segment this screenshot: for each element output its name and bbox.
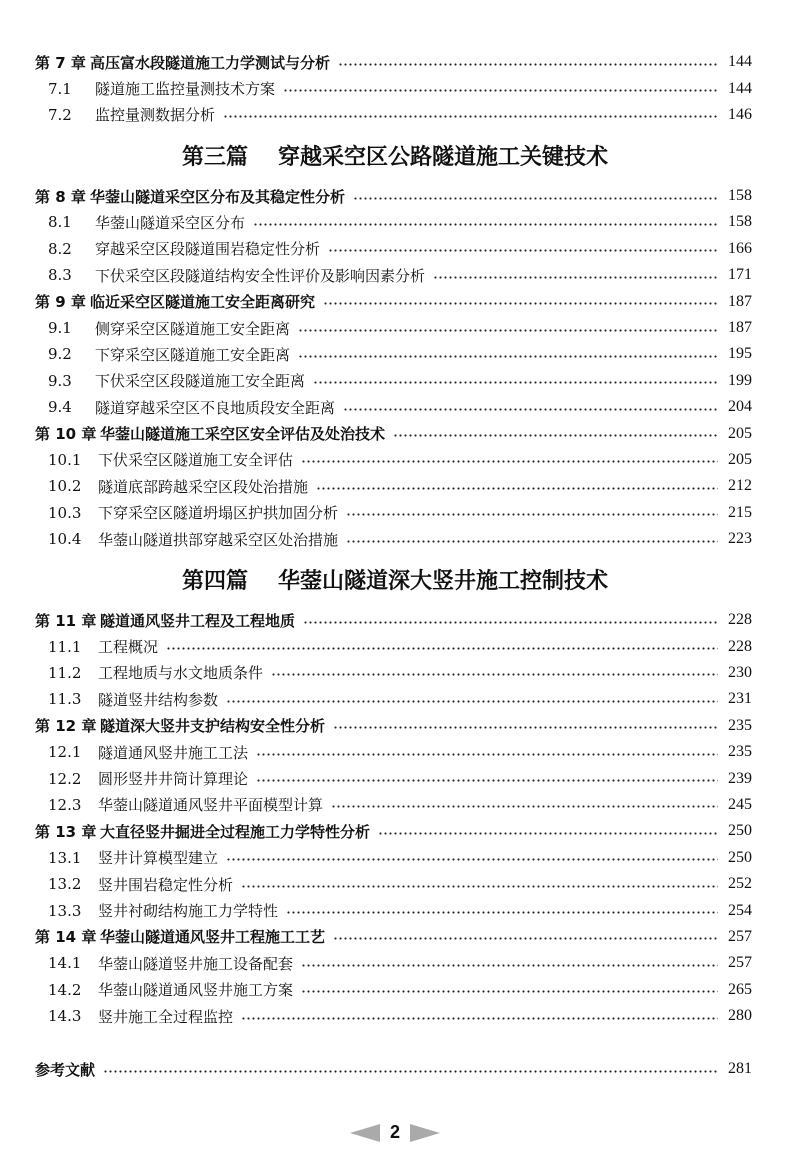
- entry-page: 204: [728, 398, 752, 416]
- dot-leader: [333, 937, 718, 940]
- entry-page: 187: [728, 292, 752, 310]
- dot-leader: [298, 329, 718, 332]
- entry-number: 14.2: [48, 980, 82, 999]
- toc-section-entry[interactable]: [0, 473, 790, 499]
- toc-chapter-entry[interactable]: [0, 818, 790, 844]
- entry-page: 235: [728, 716, 752, 734]
- entry-page: 235: [728, 743, 752, 761]
- entry-title: 下伏采空区段隧道施工安全距离: [95, 372, 306, 391]
- entry-page: 239: [728, 769, 752, 787]
- dot-leader: [283, 89, 718, 92]
- dot-leader: [226, 858, 718, 861]
- dot-leader: [301, 460, 718, 463]
- entry-title: 隧道穿越采空区不良地质段安全距离: [95, 398, 336, 417]
- entry-page: 257: [728, 954, 752, 972]
- entry-number: 10.4: [48, 530, 82, 549]
- toc-section-entry[interactable]: [0, 792, 790, 818]
- toc-section-entry[interactable]: [0, 262, 790, 288]
- toc-chapter-entry[interactable]: [0, 713, 790, 739]
- entry-page: 158: [728, 213, 752, 231]
- entry-page: 250: [728, 822, 752, 840]
- dot-leader: [223, 115, 718, 118]
- dot-leader: [303, 621, 718, 624]
- entry-title: 侧穿采空区隧道施工安全距离: [95, 319, 291, 338]
- entry-title: 华蓥山隧道施工采空区安全评估及处治技术: [100, 425, 386, 444]
- entry-number: 第 11 章: [35, 611, 97, 630]
- entry-page: 199: [728, 371, 752, 389]
- entry-page: 280: [728, 1007, 752, 1025]
- entry-number: 第 9 章: [35, 293, 86, 312]
- dot-leader: [333, 726, 718, 729]
- entry-number: 11.3: [48, 690, 82, 709]
- entry-number: 第 13 章: [35, 822, 97, 841]
- entry-title: 大直径竖井掘进全过程施工力学特性分析: [100, 822, 371, 841]
- dot-leader: [346, 540, 718, 543]
- dot-leader: [226, 700, 718, 703]
- dot-leader: [103, 1070, 718, 1073]
- toc-section-entry[interactable]: [0, 102, 790, 128]
- dot-leader: [433, 276, 718, 279]
- dot-leader: [331, 805, 718, 808]
- toc-section-entry[interactable]: [0, 500, 790, 526]
- toc-chapter-entry[interactable]: [0, 924, 790, 950]
- entry-page: 223: [728, 530, 752, 548]
- entry-title: 下伏采空区隧道施工安全评估: [98, 451, 294, 470]
- entry-page: 215: [728, 503, 752, 521]
- dot-leader: [298, 355, 718, 358]
- dot-leader: [301, 990, 718, 993]
- toc-section-entry[interactable]: [0, 897, 790, 923]
- toc-section-entry[interactable]: [0, 660, 790, 686]
- entry-title: 华蓥山隧道竖井施工设备配套: [98, 954, 294, 973]
- entry-title: 竖井施工全过程监控: [98, 1007, 234, 1026]
- toc-section-entry[interactable]: [0, 739, 790, 765]
- entry-title: 华蓥山隧道通风竖井施工方案: [98, 981, 294, 1000]
- entry-page: 245: [728, 795, 752, 813]
- left-arrow-ornament-icon: [350, 1124, 380, 1142]
- toc-section-entry[interactable]: [0, 368, 790, 394]
- toc-section-entry[interactable]: [0, 447, 790, 473]
- dot-leader: [316, 487, 718, 490]
- toc-section-entry[interactable]: [0, 341, 790, 367]
- toc-section-entry[interactable]: [0, 236, 790, 262]
- page-number: 2: [389, 1122, 400, 1142]
- page-number-footer: [0, 1122, 790, 1143]
- dot-leader: [241, 1017, 718, 1020]
- dot-leader: [256, 753, 718, 756]
- entry-number: 9.3: [48, 371, 72, 390]
- dot-leader: [241, 885, 718, 888]
- entry-number: 9.4: [48, 398, 72, 417]
- entry-number: 14.3: [48, 1007, 82, 1026]
- entry-page: 205: [728, 450, 752, 468]
- dot-leader: [343, 408, 718, 411]
- entry-number: 第 7 章: [35, 53, 86, 72]
- toc-chapter-entry[interactable]: [0, 420, 790, 446]
- entry-number: 12.3: [48, 795, 82, 814]
- dot-leader: [378, 832, 718, 835]
- entry-number: 10.1: [48, 450, 82, 469]
- dot-leader: [313, 381, 718, 384]
- entry-number: 9.2: [48, 345, 72, 364]
- entry-page: 205: [728, 424, 752, 442]
- entry-number: 8.2: [48, 239, 72, 258]
- dot-leader: [166, 647, 718, 650]
- toc-section-entry[interactable]: [0, 950, 790, 976]
- dot-leader: [393, 434, 718, 437]
- entry-number: 第 8 章: [35, 187, 86, 206]
- toc-section-entry[interactable]: [0, 526, 790, 552]
- entry-title: 华蓥山隧道拱部穿越采空区处治措施: [98, 530, 339, 549]
- entry-title: 监控量测数据分析: [95, 106, 216, 125]
- entry-title: 下穿采空区隧道施工安全距离: [95, 345, 291, 364]
- entry-title: 下伏采空区段隧道结构安全性评价及影响因素分析: [95, 266, 426, 285]
- entry-title: 华蓥山隧道采空区分布: [95, 213, 246, 232]
- toc-section-entry[interactable]: [0, 686, 790, 712]
- toc-section-entry[interactable]: [0, 209, 790, 235]
- toc-chapter-entry[interactable]: [0, 49, 790, 75]
- toc-section-entry[interactable]: [0, 315, 790, 341]
- entry-title: 高压富水段隧道施工力学测试与分析: [90, 53, 331, 72]
- entry-page: 252: [728, 875, 752, 893]
- entry-title: 隧道竖井结构参数: [98, 690, 219, 709]
- entry-page: 231: [728, 690, 752, 708]
- table-of-contents: [0, 49, 790, 1083]
- entry-title: 临近采空区隧道施工安全距离研究: [90, 293, 316, 312]
- entry-title: 华蓥山隧道通风竖井工程施工工艺: [100, 928, 326, 947]
- entry-number: 8.1: [48, 213, 72, 232]
- entry-number: 13.2: [48, 875, 82, 894]
- dot-leader: [346, 513, 718, 516]
- entry-page: 195: [728, 345, 752, 363]
- entry-number: 7.1: [48, 79, 72, 98]
- dot-leader: [253, 223, 718, 226]
- toc-section-entry[interactable]: [0, 633, 790, 659]
- entry-page: 144: [728, 79, 752, 97]
- spacer: [0, 1029, 790, 1056]
- entry-title: 隧道通风竖井施工工法: [98, 743, 249, 762]
- entry-page: 187: [728, 319, 752, 336]
- entry-title: 隧道通风竖井工程及工程地质: [100, 611, 296, 630]
- dot-leader: [256, 779, 718, 782]
- part-title: 穿越采空区公路隧道施工关键技术: [278, 145, 609, 171]
- entry-title: 竖井计算模型建立: [98, 849, 219, 868]
- entry-page: 265: [728, 980, 752, 998]
- entry-title: 工程概况: [98, 638, 159, 657]
- toc-section-entry[interactable]: [0, 1003, 790, 1029]
- entry-title: 隧道深大竖井支护结构安全性分析: [100, 717, 326, 736]
- entry-title: 华蓥山隧道通风竖井平面模型计算: [98, 796, 324, 815]
- entry-title: 工程地质与水文地质条件: [98, 664, 264, 683]
- dot-leader: [338, 63, 718, 66]
- entry-number: 11.1: [48, 637, 82, 656]
- entry-number: 第 12 章: [35, 717, 97, 736]
- entry-page: 250: [728, 848, 752, 866]
- toc-section-entry[interactable]: [0, 871, 790, 897]
- dot-leader: [323, 302, 718, 305]
- entry-page: 146: [728, 105, 752, 123]
- entry-number: 12.2: [48, 769, 82, 788]
- dot-leader: [301, 964, 718, 967]
- entry-title: 穿越采空区段隧道围岩稳定性分析: [95, 240, 321, 259]
- entry-number: 13.1: [48, 848, 82, 867]
- toc-chapter-entry[interactable]: [0, 183, 790, 209]
- entry-title: 圆形竖井井筒计算理论: [98, 770, 249, 789]
- entry-page: 230: [728, 663, 752, 681]
- entry-page: 166: [728, 239, 752, 257]
- entry-number: 14.1: [48, 954, 82, 973]
- entry-number: 11.2: [48, 663, 82, 682]
- entry-page: 171: [728, 266, 752, 284]
- entry-title: 下穿采空区隧道坍塌区护拱加固分析: [98, 504, 339, 523]
- toc-section-entry[interactable]: [0, 75, 790, 101]
- toc-section-entry[interactable]: [0, 845, 790, 871]
- entry-page: 144: [728, 53, 752, 71]
- entry-number: 10.3: [48, 503, 82, 522]
- entry-number: 9.1: [48, 319, 72, 337]
- entry-title: 华蓥山隧道采空区分布及其稳定性分析: [90, 187, 346, 206]
- toc-chapter-entry[interactable]: [0, 607, 790, 633]
- entry-title: 竖井围岩稳定性分析: [98, 875, 234, 894]
- dot-leader: [353, 197, 718, 200]
- entry-title: 隧道施工监控量测技术方案: [95, 80, 276, 99]
- entry-number: 第 14 章: [35, 928, 97, 947]
- entry-title: 隧道底部跨越采空区段处治措施: [98, 477, 309, 496]
- dot-leader: [271, 673, 718, 676]
- entry-number: 第 10 章: [35, 425, 97, 444]
- dot-leader: [286, 911, 718, 914]
- entry-title: 参考文献: [35, 1060, 96, 1079]
- toc-section-entry[interactable]: [0, 394, 790, 420]
- part-number: 第三篇: [181, 145, 248, 171]
- entry-page: 212: [728, 477, 752, 495]
- part-heading: [0, 552, 790, 607]
- dot-leader: [328, 249, 718, 252]
- entry-page: 281: [728, 1060, 752, 1078]
- entry-page: 228: [728, 611, 752, 629]
- toc-section-entry[interactable]: [0, 765, 790, 791]
- entry-number: 7.2: [48, 105, 72, 124]
- right-arrow-ornament-icon: [410, 1124, 440, 1142]
- toc-chapter-entry[interactable]: [0, 1056, 790, 1082]
- part-heading: [0, 128, 790, 183]
- entry-page: 257: [728, 927, 752, 945]
- entry-page: 254: [728, 901, 752, 919]
- entry-title: 竖井衬砌结构施工力学特性: [98, 902, 279, 920]
- part-number: 第四篇: [181, 569, 248, 595]
- part-title: 华蓥山隧道深大竖井施工控制技术: [278, 569, 609, 595]
- toc-section-entry[interactable]: [0, 976, 790, 1002]
- entry-number: 12.1: [48, 743, 82, 762]
- toc-chapter-entry[interactable]: [0, 288, 790, 314]
- entry-number: 10.2: [48, 477, 82, 496]
- entry-number: 8.3: [48, 266, 72, 285]
- entry-page: 158: [728, 187, 752, 205]
- entry-number: 13.3: [48, 901, 82, 920]
- entry-page: 228: [728, 637, 752, 655]
